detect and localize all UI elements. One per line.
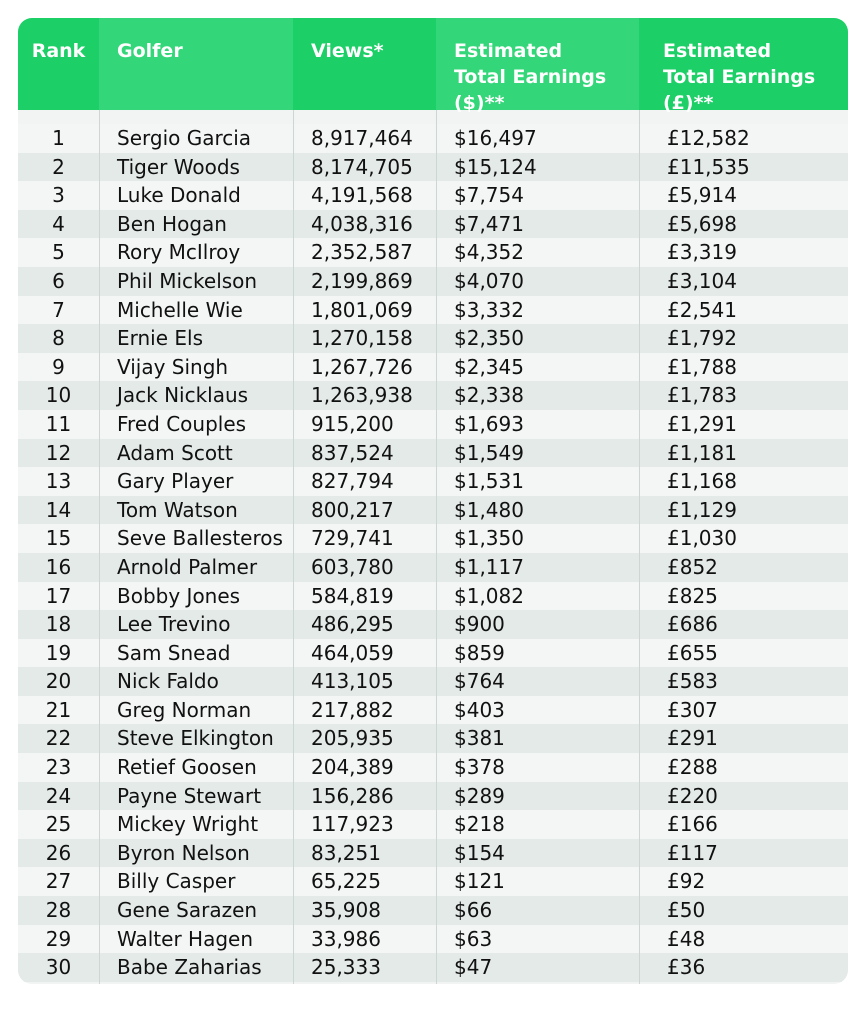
table-row (18, 724, 848, 753)
earnings-usd-cell: $378 (454, 755, 505, 780)
earnings-usd-cell: $900 (454, 612, 505, 637)
table-header (18, 18, 848, 114)
header-views: Views* (311, 40, 384, 62)
golfer-cell: Billy Casper (117, 869, 236, 894)
views-cell: 25,333 (311, 955, 381, 980)
views-cell: 156,286 (311, 783, 394, 808)
views-cell: 827,794 (311, 469, 394, 494)
golfer-cell: Byron Nelson (117, 840, 250, 865)
views-cell: 4,191,568 (311, 183, 413, 208)
table-row (18, 953, 848, 982)
golfer-cell: Payne Stewart (117, 783, 262, 808)
earnings-usd-cell: $2,338 (454, 383, 524, 408)
views-cell: 1,263,938 (311, 383, 413, 408)
table-row (18, 324, 848, 353)
golfer-cell: Vijay Singh (117, 354, 229, 379)
earnings-usd-cell: $3,332 (454, 297, 524, 322)
earnings-usd-cell: $7,754 (454, 183, 524, 208)
column-divider (99, 110, 100, 984)
rank-cell: 15 (45, 526, 72, 551)
rank-cell: 6 (52, 268, 65, 293)
earnings-usd-cell: $4,352 (454, 240, 524, 265)
views-cell: 1,267,726 (311, 354, 413, 379)
earnings-gbp-cell: £1,129 (667, 497, 737, 522)
rank-cell: 13 (45, 469, 72, 494)
earnings-gbp-cell: £2,541 (667, 297, 737, 322)
rank-cell: 12 (45, 440, 72, 465)
table-row (18, 839, 848, 868)
table-row (18, 381, 848, 410)
golfer-cell: Rory McIlroy (117, 240, 241, 265)
earnings-usd-cell: $218 (454, 812, 505, 837)
earnings-usd-cell: $1,480 (454, 497, 524, 522)
views-cell: 464,059 (311, 640, 394, 665)
column-divider (639, 110, 640, 984)
earnings-usd-cell: $15,124 (454, 154, 537, 179)
table-row (18, 896, 848, 925)
golfer-cell: Ben Hogan (117, 211, 227, 236)
table-row (18, 410, 848, 439)
table-row (18, 210, 848, 239)
earnings-gbp-cell: £220 (667, 783, 718, 808)
earnings-usd-cell: $1,082 (454, 583, 524, 608)
table-row (18, 610, 848, 639)
golfer-cell: Gene Sarazen (117, 898, 258, 923)
views-cell: 486,295 (311, 612, 394, 637)
table-row (18, 496, 848, 525)
golfer-cell: Nick Faldo (117, 669, 219, 694)
earnings-usd-cell: $2,345 (454, 354, 524, 379)
views-cell: 729,741 (311, 526, 394, 551)
column-divider (436, 110, 437, 984)
table-row (18, 267, 848, 296)
earnings-usd-cell: $121 (454, 869, 505, 894)
earnings-gbp-cell: £291 (667, 726, 718, 751)
table-row (18, 639, 848, 668)
golfer-cell: Sam Snead (117, 640, 231, 665)
table-row (18, 582, 848, 611)
views-cell: 33,986 (311, 926, 381, 951)
table-row (18, 296, 848, 325)
views-cell: 65,225 (311, 869, 381, 894)
views-cell: 1,270,158 (311, 326, 413, 351)
earnings-usd-cell: $1,549 (454, 440, 524, 465)
rank-cell: 26 (45, 840, 72, 865)
earnings-gbp-cell: £12,582 (667, 126, 750, 150)
earnings-usd-cell: $16,497 (454, 126, 537, 150)
header-rank: Rank (31, 40, 86, 62)
earnings-usd-cell: $403 (454, 697, 505, 722)
rank-cell: 3 (52, 183, 65, 208)
rank-cell: 9 (52, 354, 65, 379)
golfer-cell: Arnold Palmer (117, 554, 258, 579)
rank-cell: 16 (45, 554, 72, 579)
earnings-gbp-cell: £686 (667, 612, 718, 637)
rank-cell: 8 (52, 326, 65, 351)
table-row (18, 524, 848, 553)
earnings-gbp-cell: £852 (667, 554, 718, 579)
rank-cell: 29 (45, 926, 72, 951)
table-row (18, 667, 848, 696)
column-divider (293, 110, 294, 984)
earnings-gbp-cell: £583 (667, 669, 718, 694)
rank-cell: 2 (52, 154, 65, 179)
earnings-usd-cell: $1,693 (454, 411, 524, 436)
rank-cell: 30 (45, 955, 72, 980)
golfer-earnings-table (18, 18, 848, 984)
rank-cell: 24 (45, 783, 72, 808)
table-row (18, 124, 848, 153)
rank-cell: 28 (45, 898, 72, 923)
earnings-gbp-cell: £1,168 (667, 469, 737, 494)
views-cell: 584,819 (311, 583, 394, 608)
table-row (18, 810, 848, 839)
views-cell: 837,524 (311, 440, 394, 465)
views-cell: 204,389 (311, 755, 394, 780)
views-cell: 800,217 (311, 497, 394, 522)
earnings-usd-cell: $1,117 (454, 554, 524, 579)
earnings-gbp-cell: £1,788 (667, 354, 737, 379)
earnings-usd-cell: $289 (454, 783, 505, 808)
rank-cell: 20 (45, 669, 72, 694)
earnings-usd-cell: $859 (454, 640, 505, 665)
rank-cell: 1 (52, 126, 65, 150)
earnings-gbp-cell: £1,181 (667, 440, 737, 465)
golfer-cell: Gary Player (117, 469, 234, 494)
earnings-gbp-cell: £11,535 (667, 154, 750, 179)
table-row (18, 867, 848, 896)
rank-cell: 5 (52, 240, 65, 265)
earnings-usd-cell: $47 (454, 955, 493, 980)
table-row (18, 925, 848, 954)
earnings-usd-cell: $764 (454, 669, 505, 694)
table-row (18, 238, 848, 267)
rank-cell: 11 (45, 411, 72, 436)
earnings-usd-cell: $154 (454, 840, 505, 865)
earnings-gbp-cell: £1,030 (667, 526, 737, 551)
rank-cell: 18 (45, 612, 72, 637)
earnings-gbp-cell: £825 (667, 583, 718, 608)
table-body (18, 110, 848, 984)
golfer-cell: Jack Nicklaus (117, 383, 249, 408)
earnings-gbp-cell: £117 (667, 840, 718, 865)
earnings-gbp-cell: £1,291 (667, 411, 737, 436)
earnings-gbp-cell: £50 (667, 898, 706, 923)
rank-cell: 22 (45, 726, 72, 751)
views-cell: 35,908 (311, 898, 381, 923)
rank-cell: 21 (45, 697, 72, 722)
rank-cell: 14 (45, 497, 72, 522)
header-golfer: Golfer (99, 18, 293, 110)
table-row (18, 696, 848, 725)
earnings-gbp-cell: £5,914 (667, 183, 737, 208)
earnings-gbp-cell: £307 (667, 697, 718, 722)
earnings-gbp-cell: £36 (667, 955, 706, 980)
header-earnings-gbp: Estimated Total Earnings (£)** (663, 40, 816, 114)
table-row (18, 553, 848, 582)
earnings-usd-cell: $381 (454, 726, 505, 751)
table-row (18, 753, 848, 782)
golfer-cell: Michelle Wie (117, 297, 243, 322)
earnings-gbp-cell: £1,792 (667, 326, 737, 351)
table-row (18, 181, 848, 210)
rank-cell: 4 (52, 211, 65, 236)
rank-cell: 7 (52, 297, 65, 322)
table-row (18, 467, 848, 496)
table-row (18, 782, 848, 811)
golfer-cell: Seve Ballesteros (117, 526, 283, 551)
earnings-usd-cell: $1,350 (454, 526, 524, 551)
earnings-usd-cell: $63 (454, 926, 493, 951)
views-cell: 8,174,705 (311, 154, 413, 179)
rank-cell: 10 (45, 383, 72, 408)
rank-cell: 25 (45, 812, 72, 837)
views-cell: 915,200 (311, 411, 394, 436)
golfer-cell: Phil Mickelson (117, 268, 258, 293)
golfer-cell: Adam Scott (117, 440, 233, 465)
earnings-gbp-cell: £92 (667, 869, 706, 894)
views-cell: 603,780 (311, 554, 394, 579)
views-cell: 413,105 (311, 669, 394, 694)
golfer-cell: Steve Elkington (117, 726, 274, 751)
table-row (18, 153, 848, 182)
earnings-gbp-cell: £5,698 (667, 211, 737, 236)
views-cell: 117,923 (311, 812, 394, 837)
earnings-usd-cell: $66 (454, 898, 493, 923)
golfer-cell: Lee Trevino (117, 612, 231, 637)
earnings-usd-cell: $2,350 (454, 326, 524, 351)
earnings-gbp-cell: £655 (667, 640, 718, 665)
views-cell: 2,199,869 (311, 268, 413, 293)
golfer-cell: Luke Donald (117, 183, 241, 208)
table-rows (18, 124, 848, 982)
golfer-cell: Tom Watson (117, 497, 238, 522)
header-earnings-usd: Estimated Total Earnings ($)** (436, 18, 639, 110)
rank-cell: 17 (45, 583, 72, 608)
earnings-usd-cell: $7,471 (454, 211, 524, 236)
golfer-cell: Bobby Jones (117, 583, 241, 608)
golfer-cell: Fred Couples (117, 411, 247, 436)
rank-cell: 23 (45, 755, 72, 780)
views-cell: 83,251 (311, 840, 381, 865)
earnings-gbp-cell: £1,783 (667, 383, 737, 408)
views-cell: 8,917,464 (311, 126, 413, 150)
earnings-usd-cell: $1,531 (454, 469, 524, 494)
golfer-cell: Retief Goosen (117, 755, 257, 780)
golfer-cell: Tiger Woods (117, 154, 240, 179)
golfer-cell: Sergio Garcia (117, 126, 252, 150)
table-row (18, 439, 848, 468)
earnings-gbp-cell: £3,104 (667, 268, 737, 293)
golfer-cell: Walter Hagen (117, 926, 254, 951)
earnings-gbp-cell: £166 (667, 812, 718, 837)
golfer-cell: Babe Zaharias (117, 955, 262, 980)
earnings-gbp-cell: £288 (667, 755, 718, 780)
views-cell: 2,352,587 (311, 240, 413, 265)
rank-cell: 19 (45, 640, 72, 665)
golfer-cell: Greg Norman (117, 697, 252, 722)
earnings-usd-cell: $4,070 (454, 268, 524, 293)
views-cell: 1,801,069 (311, 297, 413, 322)
views-cell: 4,038,316 (311, 211, 413, 236)
golfer-cell: Mickey Wright (117, 812, 259, 837)
earnings-gbp-cell: £3,319 (667, 240, 737, 265)
table-row (18, 353, 848, 382)
earnings-gbp-cell: £48 (667, 926, 706, 951)
table-body-spacer (18, 110, 848, 124)
rank-cell: 27 (45, 869, 72, 894)
views-cell: 217,882 (311, 697, 394, 722)
golfer-cell: Ernie Els (117, 326, 204, 351)
views-cell: 205,935 (311, 726, 394, 751)
